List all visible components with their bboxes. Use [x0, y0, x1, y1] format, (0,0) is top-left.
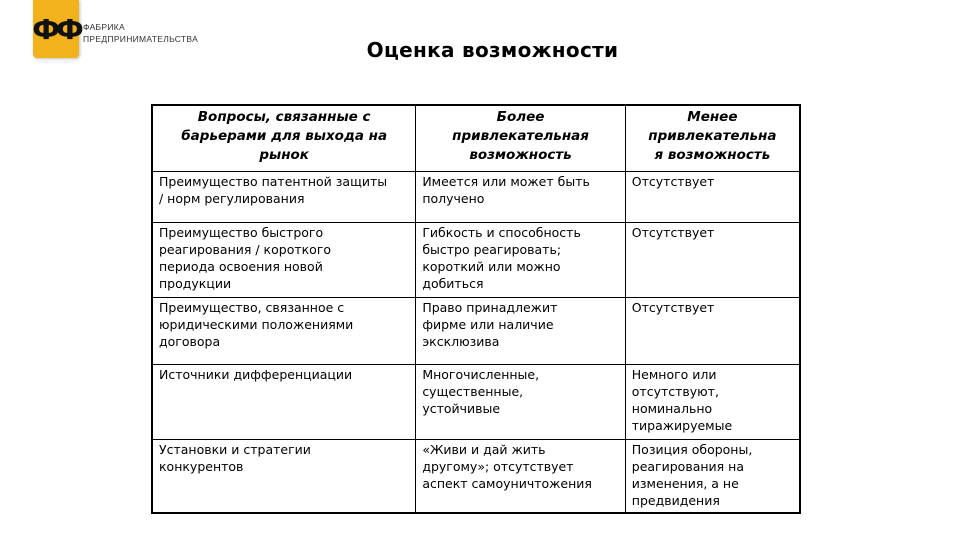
- table-row: [152, 222, 800, 297]
- logo-mark: ФФ: [32, 12, 80, 46]
- cell: Имеется или может быть получено: [416, 171, 625, 222]
- cell: Немного или отсутствуют, номинально тиражируемые: [625, 364, 800, 439]
- table-row: [152, 297, 800, 364]
- table-row: [152, 439, 800, 513]
- cell: Право принадлежит фирме или наличие эксклюзива: [416, 297, 625, 364]
- cell: Отсутствует: [625, 297, 800, 364]
- slide-title: Оценка возможности: [366, 38, 619, 62]
- cell: Многочисленные, существенные, устойчивые: [416, 364, 625, 439]
- cell: «Живи и дай жить другому»; отсутствует аспект самоуничтожения: [416, 439, 625, 513]
- cell: Источники дифференциации: [152, 364, 416, 439]
- cell: Преимущество быстрого реагирования / короткого периода освоения новой продукции: [152, 222, 416, 297]
- logo-name: ФАБРИКА ПРЕДПРИНИМАТЕЛЬСТВА: [83, 22, 199, 44]
- header-barriers: Вопросы, связанные с барьерами для выхода на рынок: [152, 105, 416, 171]
- cell: Преимущество, связанное с юридическими положениями договора: [152, 297, 416, 364]
- header-more-attractive: Более привлекательная возможность: [416, 105, 625, 171]
- header-row: [152, 105, 800, 171]
- cell: Гибкость и способность быстро реагировать; короткий или можно добиться: [416, 222, 625, 297]
- cell: Установки и стратегии конкурентов: [152, 439, 416, 513]
- cell: Отсутствует: [625, 222, 800, 297]
- table-row: [152, 364, 800, 439]
- cell: Позиция обороны, реагирования на изменения, а не предвидения: [625, 439, 800, 513]
- cell: Отсутствует: [625, 171, 800, 222]
- cell: Преимущество патентной защиты / норм регулирования: [152, 171, 416, 222]
- header-less-attractive: Менее привлекательна я возможность: [625, 105, 800, 171]
- opportunity-table: [151, 104, 801, 514]
- table-row: [152, 171, 800, 222]
